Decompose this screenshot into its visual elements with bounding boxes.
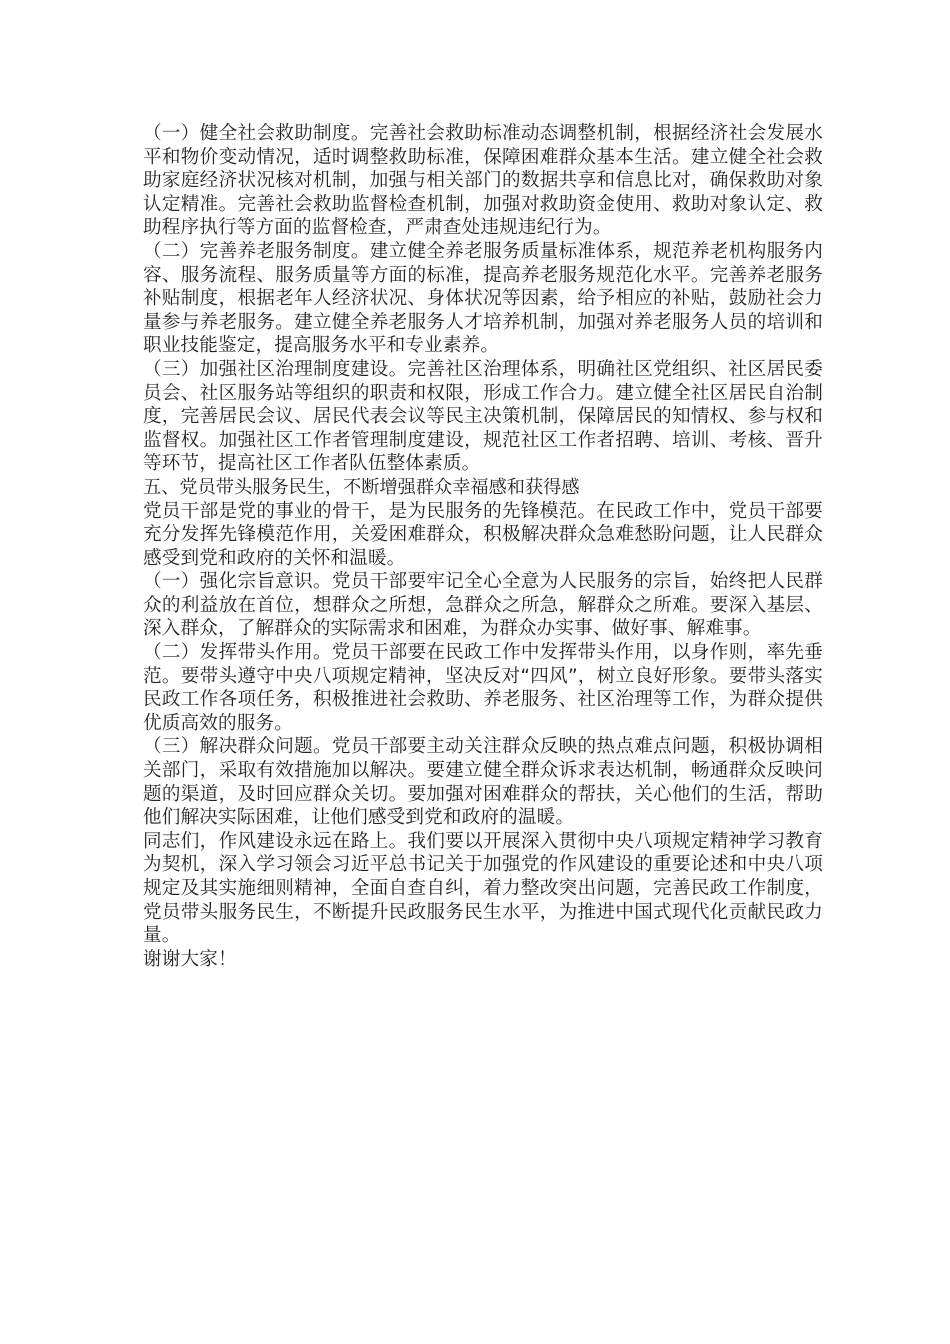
paragraph-thanks: 谢谢大家！: [143, 948, 237, 970]
paragraph-elderly-care: （二）完善养老服务制度。建立健全养老服务质量标准体系，规范养老机构服务内容、服务流程、服务质量等方面的标准，提高养老服务规范化水平。完善养老服务补贴制度，根据老年人经济状况、身体状况等因素，给予相应的补贴，鼓励社会力量参与养老服务。建立健全养老服务人才培养机制，加强对养老服务人员的培训和职业技能鉴定，提高服务水平和专业素养。: [143, 240, 823, 357]
paragraph-community-governance: （三）加强社区治理制度建设。完善社区治理体系，明确社区党组织、社区居民委员会、社区服务站等组织的职责和权限，形成工作合力。建立健全社区居民自治制度，完善居民会议、居民代表会议等民主决策机制，保障居民的知情权、参与权和监督权。加强社区工作者管理制度建设，规范社区工作者招聘、培训、考核、晋升等环节，提高社区工作者队伍整体素质。: [143, 358, 823, 475]
document-body: [143, 122, 823, 971]
section-heading-five: 五、党员带头服务民生，不断增强群众幸福感和获得感: [143, 476, 580, 498]
paragraph-closing: 同志们，作风建设永远在路上。我们要以开展深入贯彻中央八项规定精神学习教育为契机，深入学习领会习近平总书记关于加强党的作风建设的重要论述和中央八项规定及其实施细则精神，全面自查自纠，着力整改突出问题，完善民政工作制度，党员带头服务民生，不断提升民政服务民生水平，为推进中国式现代化贡献民政力量。: [143, 830, 823, 947]
paragraph-party-members-intro: 党员干部是党的事业的骨干，是为民服务的先锋模范。在民政工作中，党员干部要充分发挥先锋模范作用，关爱困难群众，积极解决群众急难愁盼问题，让人民群众感受到党和政府的关怀和温暖。: [143, 500, 823, 569]
paragraph-solve-problems: （三）解决群众问题。党员干部要主动关注群众反映的热点难点问题，积极协调相关部门，采取有效措施加以解决。要建立健全群众诉求表达机制，畅通群众反映问题的渠道，及时回应群众关切。要加强对困难群众的帮扶，关心他们的生活，帮助他们解决实际困难，让他们感受到党和政府的温暖。: [143, 736, 823, 829]
paragraph-purpose-awareness: （一）强化宗旨意识。党员干部要牢记全心全意为人民服务的宗旨，始终把人民群众的利益放在首位，想群众之所想，急群众之所急，解群众之所难。要深入基层、深入群众，了解群众的实际需求和困难，为群众办实事、做好事、解难事。: [143, 571, 823, 640]
paragraph-social-assistance: （一）健全社会救助制度。完善社会救助标准动态调整机制，根据经济社会发展水平和物价变动情况，适时调整救助标准，保障困难群众基本生活。建立健全社会救助家庭经济状况核对机制，加强与相关部门的数据共享和信息比对，确保救助对象认定精准。完善社会救助监督检查机制，加强对救助资金使用、救助对象认定、救助程序执行等方面的监督检查，严肃查处违规违纪行为。: [143, 123, 823, 239]
paragraph-leading-role: （二）发挥带头作用。党员干部要在民政工作中发挥带头作用，以身作则，率先垂范。要带头遵守中央八项规定精神，坚决反对“四风”，树立良好形象。要带头落实民政工作各项任务，积极推进社会救助、养老服务、社区治理等工作，为群众提供优质高效的服务。: [143, 642, 823, 734]
